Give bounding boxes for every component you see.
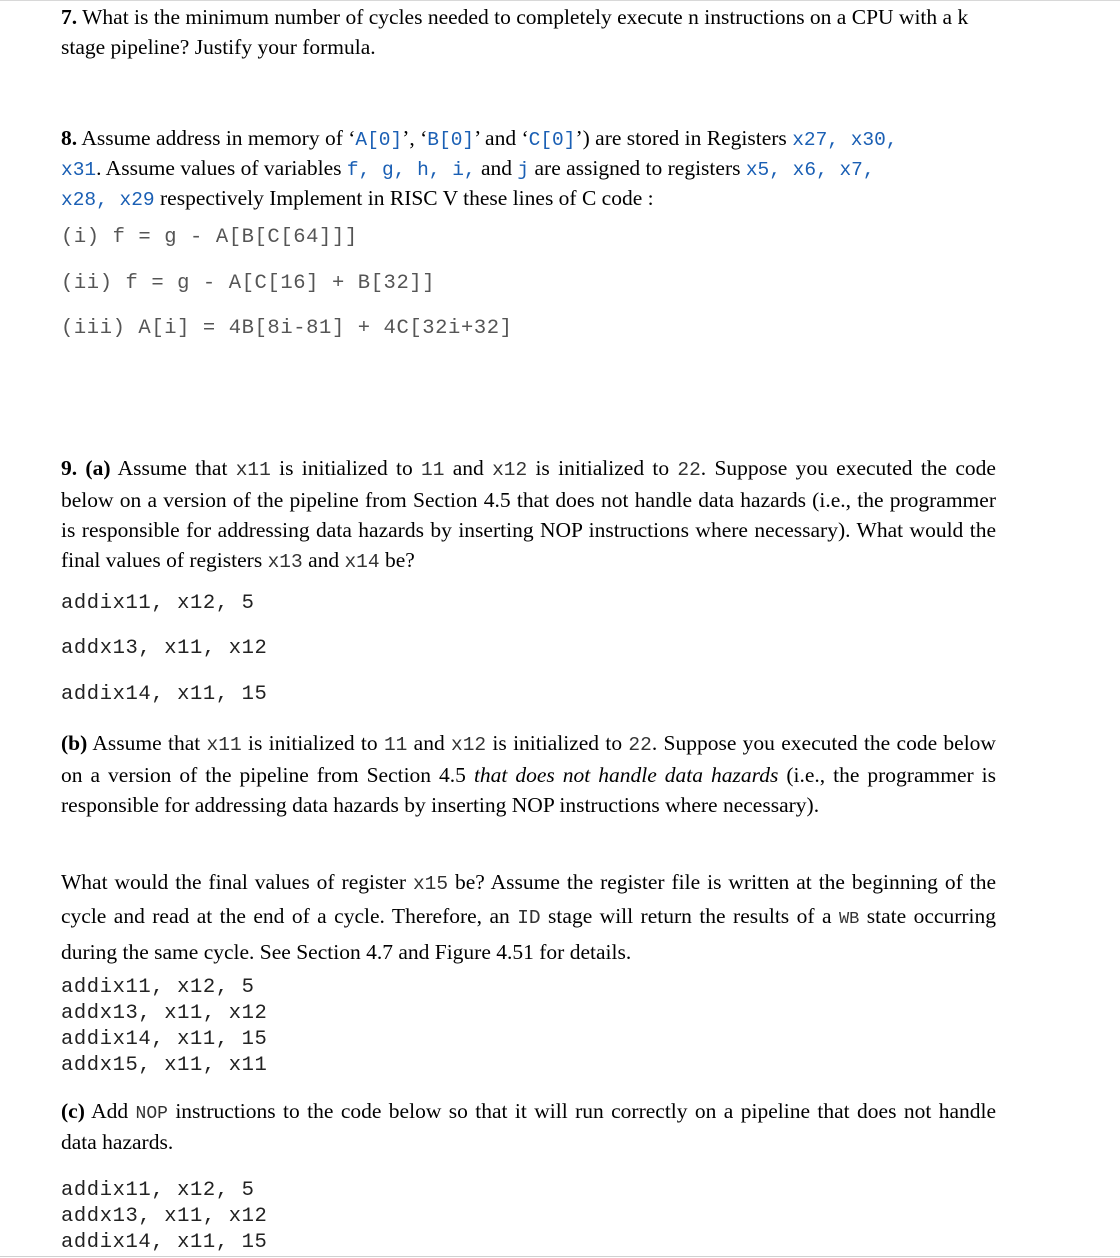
code-block-9c <box>61 1178 267 1256</box>
code-9b-line-4: addx15, x11, x11 <box>61 1054 268 1077</box>
question-9b-text: Assume that <box>87 731 207 755</box>
value-22: 22 <box>628 734 652 756</box>
question-8-text: Assume address in memory of ‘ <box>81 126 356 150</box>
register-x15: x15 <box>412 873 449 895</box>
code-a0: A[0] <box>355 129 403 151</box>
code-line-i: (i) f = g - A[B[C[64]]] <box>61 226 358 249</box>
question-7-number: 7. <box>61 5 78 29</box>
question-9b-text: stage will return the results of a <box>540 904 839 928</box>
register-list: x31 <box>61 159 97 181</box>
bottom-border <box>0 1256 1120 1257</box>
question-8-text: ’) are stored in Registers <box>575 126 793 150</box>
code-9b-line-1: addix11, x12, 5 <box>61 976 255 999</box>
question-8-text: and <box>475 156 518 180</box>
question-9b-text: is initialized to <box>241 731 384 755</box>
question-9a-number: 9. (a) <box>61 456 111 480</box>
question-9a <box>61 453 996 577</box>
question-9b <box>61 728 996 820</box>
question-9a-text: and <box>444 456 493 480</box>
question-9a-text: is initialized to <box>527 456 678 480</box>
code-9a-line-3: addix14, x11, 15 <box>61 683 268 706</box>
code-9b-line-3: addix14, x11, 15 <box>61 1028 268 1051</box>
question-9c-text: instructions to the code below so that it will run correctly on a pipeline that does not handle data hazards. <box>61 1099 997 1154</box>
wb-stage: WB <box>838 910 860 929</box>
id-stage: ID <box>517 907 541 929</box>
register-x11: x11 <box>206 734 242 756</box>
register-x13: x13 <box>267 551 303 573</box>
question-9a-text: be? <box>379 548 415 572</box>
question-9b-label: (b) <box>61 731 88 755</box>
register-x12: x12 <box>451 734 487 756</box>
question-9c-text: Add <box>84 1099 136 1123</box>
code-b0: B[0] <box>427 129 475 151</box>
question-8-text: respectively Implement in RISC V these lines of C code : <box>154 186 654 210</box>
question-9b-text: . Suppose you executed the code below on a version of the pipeline from Section 4.5 <box>61 731 996 787</box>
nop-keyword: NOP <box>135 1104 168 1124</box>
code-9a-line-1: addix11, x12, 5 <box>61 592 255 615</box>
question-9b-part-2 <box>61 866 996 968</box>
code-9b-line-2: addx13, x11, x12 <box>61 1002 268 1025</box>
question-9a-text: is initialized to <box>270 456 422 480</box>
value-11: 11 <box>421 459 445 481</box>
question-9b-text: be? Assume the register file is written at the beginning of the cycle and read at the end of a cycle. Therefore, an <box>61 870 996 928</box>
register-x12: x12 <box>492 459 528 481</box>
register-x14: x14 <box>344 551 380 573</box>
code-c0: C[0] <box>528 129 576 151</box>
variable-list: f, g, h, i, <box>346 159 476 181</box>
code-9c-line-1: addix11, x12, 5 <box>61 1179 255 1202</box>
question-9a-text: and <box>302 548 345 572</box>
register-x11: x11 <box>235 459 271 481</box>
question-9a-text: . Suppose you executed the code below on a version of the pipeline from Section 4.5 that does not handle data hazards (i.e., the programmer is responsible for addressing data hazards by inserting NOP instructions where necessary). What would the final values of registers <box>61 456 996 572</box>
question-8-text: . Assume values of variables <box>96 156 347 180</box>
question-9a-text: Assume that <box>110 456 236 480</box>
question-8-text: ’ and ‘ <box>474 126 529 150</box>
top-border <box>0 0 1120 1</box>
code-line-iii: (iii) A[i] = 4B[8i-81] + 4C[32i+32] <box>61 317 513 340</box>
register-list: x27, x30, <box>792 129 898 151</box>
variable-j: j <box>517 159 530 181</box>
register-list: x5, x6, x7, <box>745 159 875 181</box>
code-line-ii: (ii) f = g - A[C[16] + B[32]] <box>61 272 436 295</box>
code-9a-line-2: addx13, x11, x12 <box>61 637 268 660</box>
question-9c <box>61 1097 996 1156</box>
question-8-text: are assigned to registers <box>529 156 746 180</box>
question-9b-text: What would the final values of register <box>61 870 413 894</box>
value-11: 11 <box>383 734 408 756</box>
question-8-text: ’, ‘ <box>402 126 428 150</box>
question-9b-text: state occurring during the same cycle. See Section 4.7 and Figure 4.51 for details. <box>61 904 996 964</box>
question-9c-label: (c) <box>61 1099 85 1123</box>
question-7-text: What is the minimum number of cycles needed to completely execute n instructions on a CPU with a k stage pipeline? Justify your formula. <box>61 5 969 59</box>
code-block-9b <box>61 975 267 1079</box>
register-list: x28, x29 <box>61 189 155 211</box>
question-9b-text: is initialized to <box>486 731 629 755</box>
value-22: 22 <box>677 459 701 481</box>
question-8 <box>61 124 996 214</box>
question-9b-text: (i.e., the programmer is responsible for addressing data hazards by inserting NOP instructions where necessary). <box>61 763 997 817</box>
question-9b-emphasis: that does not handle data hazards <box>473 763 779 787</box>
question-8-number: 8. <box>61 126 78 150</box>
question-7 <box>61 2 996 62</box>
question-9b-text: and <box>407 731 452 755</box>
code-9c-line-3: addix14, x11, 15 <box>61 1231 268 1254</box>
code-9c-line-2: addx13, x11, x12 <box>61 1205 268 1228</box>
